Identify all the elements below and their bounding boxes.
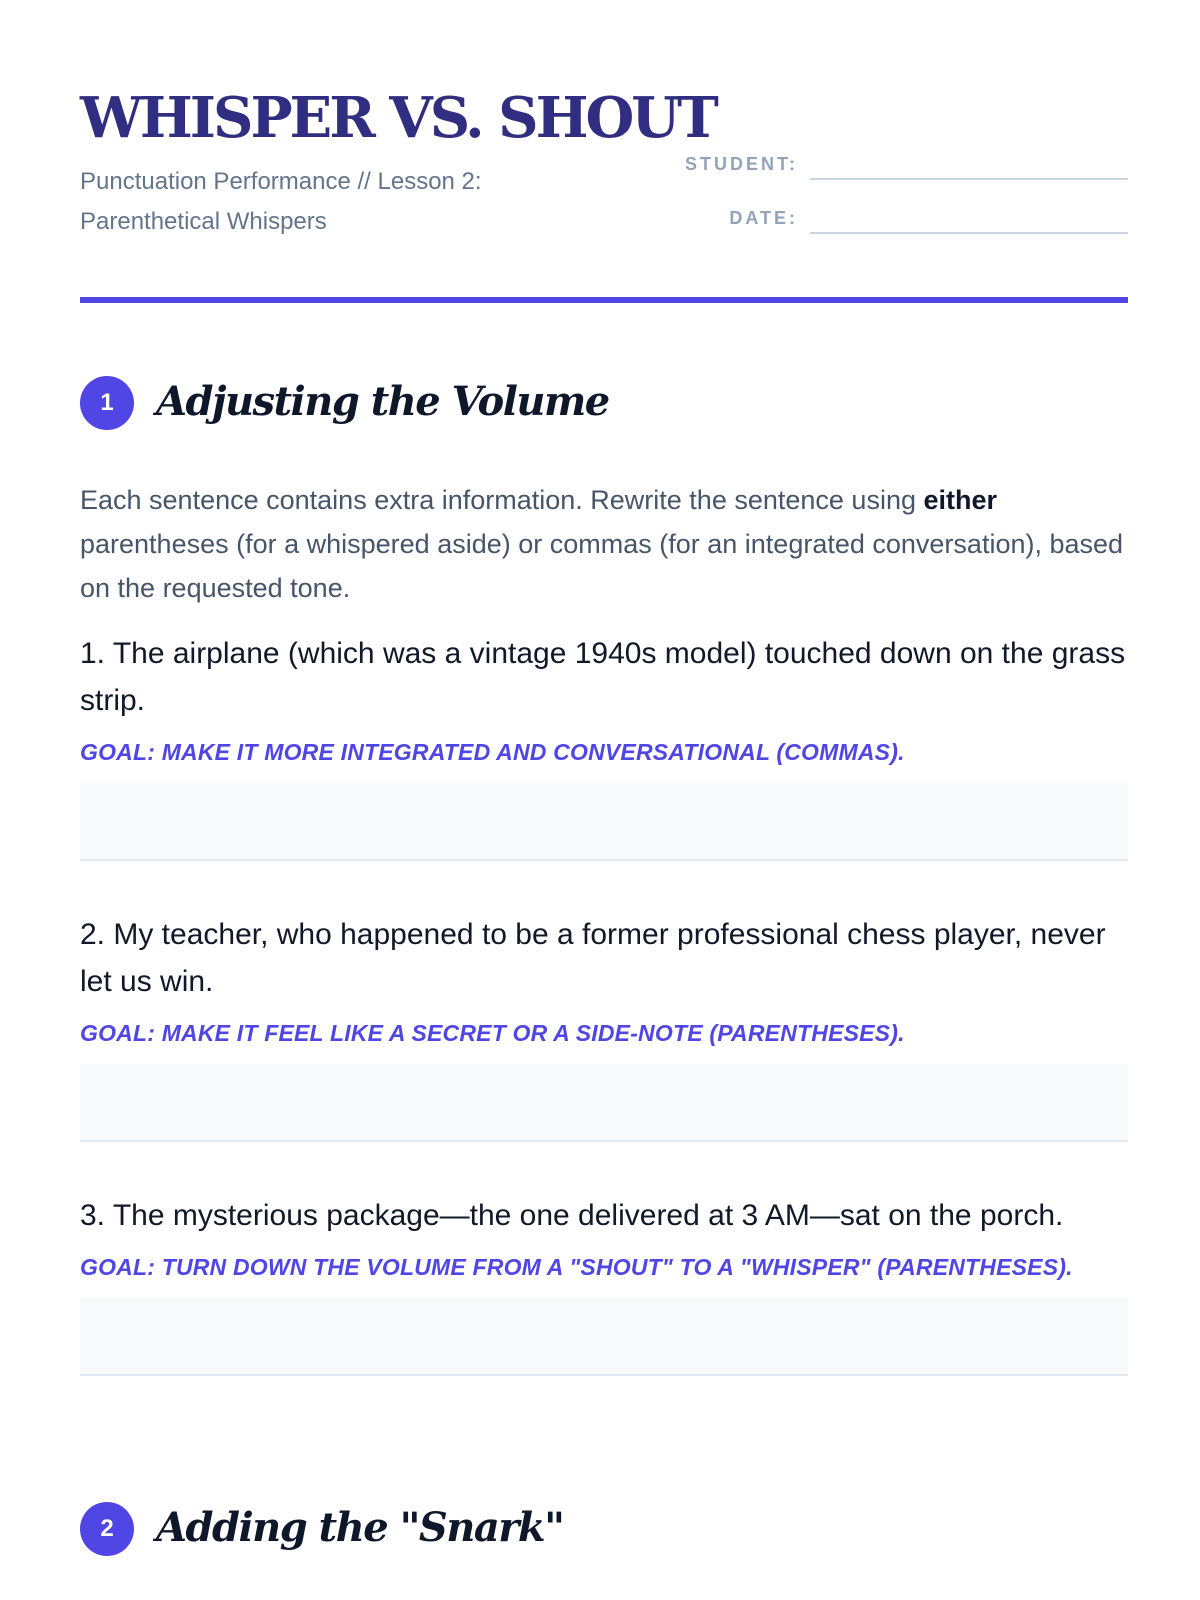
section-1-title: Adjusting the Volume [156, 378, 609, 425]
student-name-line[interactable] [810, 178, 1128, 180]
section-1-number-badge: 1 [80, 376, 134, 430]
student-label: STUDENT: [685, 154, 798, 174]
section-2-title: Adding the "Snark" [156, 1504, 564, 1551]
question-2-goal: GOAL: MAKE IT FEEL LIKE A SECRET OR A SIDE-NOTE (PARENTHESES). [80, 1020, 905, 1046]
section-2-number-badge: 2 [80, 1502, 134, 1556]
question-2-answer-box[interactable] [80, 1064, 1128, 1142]
question-3-sentence: 3. The mysterious package—the one delivered at 3 AM—sat on the porch. [80, 1199, 1064, 1232]
question-3-answer-box[interactable] [80, 1298, 1128, 1376]
date-field [660, 206, 1128, 236]
question-2-sentence: 2. My teacher, who happened to be a former professional chess player, never let us win. [80, 918, 1106, 998]
worksheet-title: WHISPER VS. SHOUT [80, 85, 716, 151]
instructions-text-end: parentheses (for a whispered aside) or commas (for an integrated conversation), based on the requested tone. [80, 529, 1124, 603]
date-label: DATE: [729, 208, 798, 228]
instructions-emphasis: either [923, 485, 998, 515]
section-1-instructions [80, 478, 1130, 610]
question-3-goal: GOAL: TURN DOWN THE VOLUME FROM A "SHOUT" TO A "WHISPER" (PARENTHESES). [80, 1254, 1073, 1280]
question-1-answer-box[interactable] [80, 783, 1128, 861]
question-1-goal: GOAL: MAKE IT MORE INTEGRATED AND CONVERSATIONAL (COMMAS). [80, 739, 905, 765]
question-2 [80, 911, 1128, 1142]
question-1 [80, 630, 1128, 861]
header-divider [80, 297, 1128, 303]
question-3 [80, 1192, 1128, 1376]
instructions-text: Each sentence contains extra information. Rewrite the sentence using [80, 485, 924, 515]
question-1-sentence: 1. The airplane (which was a vintage 1940s model) touched down on the grass strip. [80, 637, 1126, 717]
worksheet-subtitle: Punctuation Performance // Lesson 2: Parenthetical Whispers [80, 168, 482, 235]
date-line[interactable] [810, 232, 1128, 234]
student-field [660, 152, 1128, 182]
